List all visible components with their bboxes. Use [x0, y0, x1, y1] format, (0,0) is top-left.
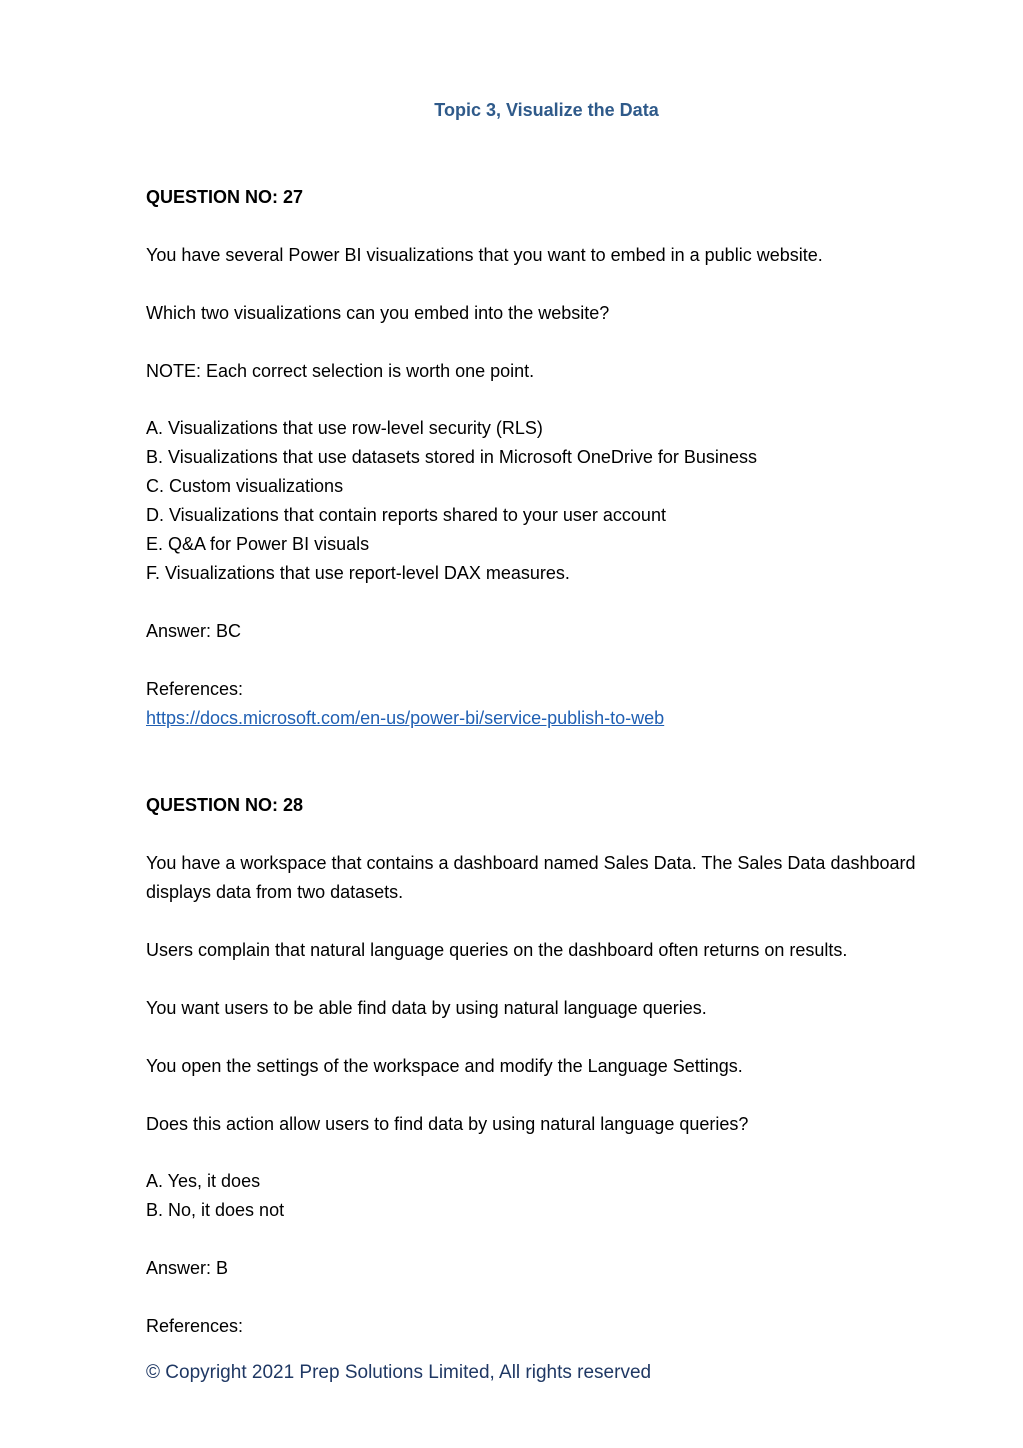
question-27-references-label: References: [146, 679, 244, 699]
question-27-option-e: E. Q&A for Power BI visuals [146, 534, 370, 554]
question-27-option-c: C. Custom visualizations [146, 476, 344, 496]
topic-title: Topic 3, Visualize the Data [434, 100, 659, 120]
question-28-option-a: A. Yes, it does [146, 1171, 261, 1191]
question-28-goal: You want users to be able find data by using natural language queries. [146, 998, 707, 1018]
question-27-option-b: B. Visualizations that use datasets stored in Microsoft OneDrive for Business [146, 447, 757, 467]
question-28-heading: QUESTION NO: 28 [146, 795, 304, 815]
question-27-option-f: F. Visualizations that use report-level DAX measures. [146, 563, 570, 583]
question-27-answer: Answer: BC [146, 621, 242, 641]
question-28-prompt: Does this action allow users to find data by using natural language queries? [146, 1114, 749, 1134]
question-27-reference-link[interactable]: https://docs.microsoft.com/en-us/power-bi/service-publish-to-web [146, 708, 665, 728]
question-28-action: You open the settings of the workspace and modify the Language Settings. [146, 1056, 743, 1076]
question-28-stem: You have a workspace that contains a dashboard named Sales Data. The Sales Data dashboard displays data from two datasets. [146, 853, 916, 902]
question-28-references-label: References: [146, 1316, 244, 1336]
question-28-answer: Answer: B [146, 1258, 229, 1278]
question-27-prompt: Which two visualizations can you embed into the website? [146, 303, 610, 323]
question-27-heading: QUESTION NO: 27 [146, 187, 304, 207]
question-27-stem: You have several Power BI visualizations that you want to embed in a public website. [146, 245, 823, 265]
question-27-note: NOTE: Each correct selection is worth one point. [146, 361, 535, 381]
question-27-option-a: A. Visualizations that use row-level security (RLS) [146, 418, 543, 438]
question-27-option-d: D. Visualizations that contain reports shared to your user account [146, 505, 666, 525]
question-28-option-b: B. No, it does not [146, 1200, 285, 1220]
copyright-footer: © Copyright 2021 Prep Solutions Limited, All rights reserved [146, 1362, 652, 1383]
question-28-complaint: Users complain that natural language queries on the dashboard often returns on results. [146, 940, 848, 960]
